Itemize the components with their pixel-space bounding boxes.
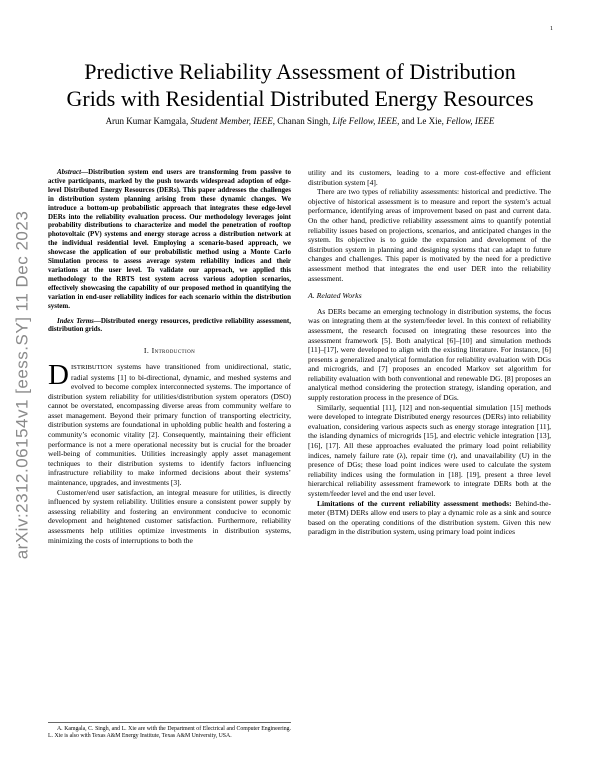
footnote — [48, 722, 291, 740]
author-1-role: Student Member, IEEE, — [190, 116, 276, 126]
arxiv-watermark — [4, 170, 40, 600]
title-line-1: Predictive Reliability Assessment of Distribution — [84, 59, 516, 84]
intro-p1-text: systems have transitioned from unidirectional, static, radial systems [1] to bi-directional, dynamic, and meshed systems and evolved to become complex interconnected systems. The importance of distribution system reliability for utilities/distribution system operators (DSO) cannot be overstated, encompassing diverse areas from community welfare to asset management. Beyond their primary function of transporting electricity, distribution systems are foundational in upholding public health and fostering a community’s economic vitality [2]. Consequently, maintaining their efficient performance is not a mere operational necessity but is crucial for the broader well-being of communities. Utilities increasingly apply asset management techniques to their distribution systems to identify factors influencing infrastructure reliability to make informed decisions about their systems’ maintenance, upgrades, and investments [3]. — [48, 361, 291, 488]
drop-cap: D — [48, 358, 69, 391]
paragraph-limitations — [308, 499, 551, 537]
abstract-text: —Distribution system end users are transforming from passive to active participants, marked by the push towards widespread adoption of edge-level Distributed Energy Resources (DERs). This paper addresses the challenges in distribution system planning arising from these dynamic changes. We introduce a bottom-up probabilistic approach that integrates these edge-level DERs into the reliability evaluation process. Our methodology leverages joint probability distributions to characterize and model the penetration of rooftop photovoltaic (PV) systems and energy storage across a distribution network at the individual residential level. Employing a scenario-based approach, we showcase the application of our probabilistic method using a Monte Carlo Simulation process to assess average system reliability indices and their variations at the user level. To validate our approach, we applied this methodology to the RBTS test system across various adoption scenarios, effectively showcasing the capability of our proposed method in quantifying the variation in end-user reliability indices for each scenario within the distribution system. — [48, 168, 291, 310]
intro-paragraph-1 — [48, 358, 291, 488]
paragraph-related-works-1: As DERs became an emerging technology in distribution systems, the focus was on integrating them at the system/feeder level. In this context of reliability assessment, the research focused on integrating these resources into the assessment framework [5]. Both analytical [6]–[10] and simulation methods [11]–[17], were developed to align with the existing literature. For instance, [6] presents a generalized analytical formulation for reliability evaluation with DGs and microgrids, and [7] proposes an encoded Markov set algorithm for reliability evaluation with both conventional and renewable DG. [8] proposes an analytical method considering the protection strategy, islanding operation, and supply restoration process in the presence of DGs. — [308, 306, 551, 403]
page-number: 1 — [550, 26, 553, 32]
arxiv-id: arXiv:2312.06154v1 [eess.SY] 11 Dec 2023 — [12, 210, 32, 560]
intro-first-word: ISTRIBUTION — [70, 363, 113, 371]
author-line — [40, 116, 560, 126]
section-title: Introduction — [151, 346, 196, 356]
left-column — [48, 168, 291, 545]
footnote-text: A. Kamgala, C. Singh, and L. Xie are with the Department of Electrical and Computer Engineering. L. Xie is also with Texas A&M Energy Institute, Texas A&M University, USA. — [48, 726, 291, 740]
abstract — [48, 168, 291, 311]
author-3: and Le Xie, — [401, 116, 444, 126]
paper-title — [40, 58, 560, 112]
title-line-2: Grids with Residential Distributed Energy Resources — [66, 86, 534, 111]
paragraph-continued: utility and its customers, leading to a more cost-effective and efficient distribution system [4]. — [308, 168, 551, 187]
index-terms-label: Index Terms — [57, 316, 94, 325]
subsection-heading-related-works: A. Related Works — [308, 291, 362, 301]
author-2: Chanan Singh, — [277, 116, 331, 126]
limitations-text: Behind-the-meter (BTM) DERs allow end users to play a dynamic role as a sink and source based on the operating conditions of the distribution system. Given this new paradigm in the distribution system, using primary load point indices — [308, 498, 551, 537]
index-terms-text: —Distributed energy resources, predictive reliability assessment, distribution grids. — [48, 316, 291, 334]
intro-paragraph-2: Customer/end user satisfaction, an integral measure for utilities, is directly influenced by system reliability. Utilities ensure a consistent power supply by assessing reliability and fostering an environment conducive to economic development and heightened customer satisfaction. Furthermore, reliability assessments help utilities optimize investments in distribution systems, minimizing the costs of interruptions to both the — [48, 487, 291, 545]
index-terms — [48, 317, 291, 335]
limitations-label: Limitations of the current reliability assessment methods: — [317, 498, 512, 508]
section-numeral: I. — [143, 346, 150, 356]
paragraph-assessment-types: There are two types of reliability assessments: historical and predictive. The objective of historical assessment is to measure and report the system’s actual performance, identifying areas of improvement based on past and current data. On the other hand, predictive reliability assessment aims to quantify potential reliability issues based on projections, scenarios, and anticipated changes in the system. Its objective is to guide the expansion and development of the distribution system in planning and designing systems that can adapt to future changes and challenges. This paper is motivated by the need for a predictive assessment method that integrates the end user DER into the reliability assessment. — [308, 187, 551, 283]
section-heading-introduction — [48, 346, 291, 356]
abstract-label: Abstract — [57, 168, 82, 176]
paragraph-related-works-2: Similarly, sequential [11], [12] and non-sequential simulation [15] methods were developed to integrate Distributed energy resources (DERs) into reliability evaluation, considering various aspects such as energy storage integration [11], the islanding dynamics of microgrids [15], and electric vehicle integration [13], [16], [17]. All these approaches evaluated the primary load point reliability indices, namely failure rate (λ), repair time (r), and unavailability (U) in the presence of DGs; these load point indices were used to calculate the system reliability indices using the formulation in [18]. [19], present a three level hierarchical reliability assessment framework to integrate DERs both at the system/feeder level and the end user level. — [308, 402, 551, 498]
author-1: Arun Kumar Kamgala, — [105, 116, 189, 126]
author-3-role: Fellow, IEEE — [446, 116, 495, 126]
right-column — [308, 168, 551, 537]
author-2-role: Life Fellow, IEEE, — [332, 116, 400, 126]
